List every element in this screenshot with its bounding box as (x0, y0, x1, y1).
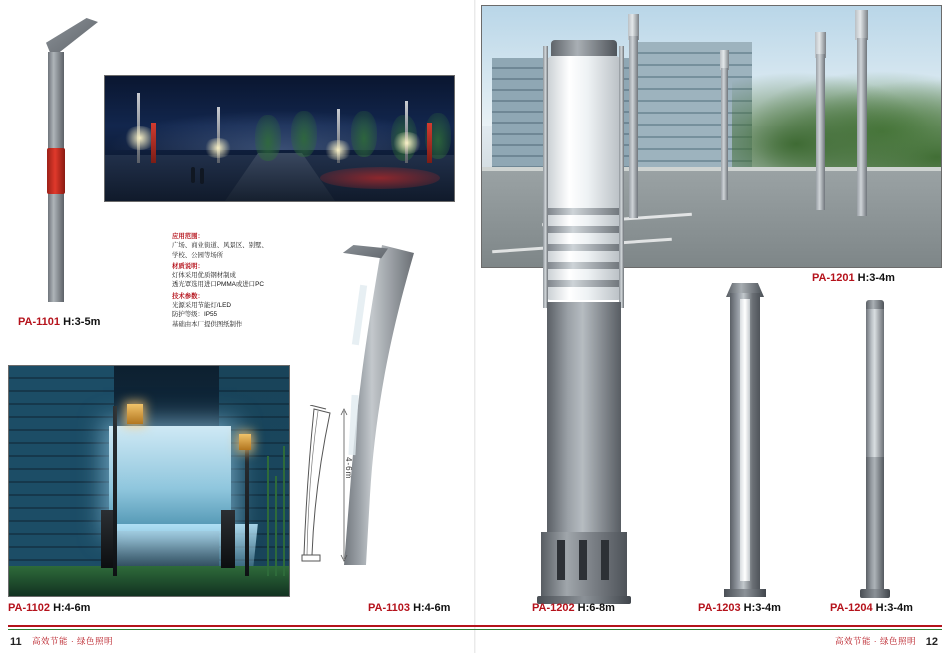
caption-pa-1202 (532, 602, 615, 614)
product-code-pa-1202: PA-1202 (532, 602, 575, 614)
tree (291, 111, 317, 157)
footer-rule-green (8, 629, 942, 630)
specification-text-block (172, 232, 322, 331)
page-number-right: 12 (925, 636, 938, 648)
lamp-column (866, 457, 884, 589)
caption-pa-1102 (8, 602, 90, 614)
louver-fin (547, 244, 621, 251)
lamp-cap (551, 40, 617, 56)
louver-fin (547, 262, 621, 269)
spec-line: 广场、商业街道、风景区、别墅、 (172, 242, 268, 250)
pedestrian-figure (200, 168, 204, 184)
light-diffuser (866, 309, 884, 457)
base-vent-slot (601, 540, 609, 580)
spec-group-material (172, 262, 322, 290)
spec-line: 光源采用节能灯/LED (172, 301, 231, 309)
dimension-label-pa-1103: 4-6m (344, 457, 353, 480)
caption-pa-1201 (812, 272, 895, 284)
product-code-pa-1102: PA-1102 (8, 602, 50, 614)
illuminated-glass-wall (109, 426, 231, 531)
side-rail (619, 46, 624, 308)
product-height-pa-1102: H:4-6m (53, 602, 91, 614)
spec-group-technical (172, 292, 322, 329)
flower-bed (320, 167, 440, 189)
pole-column (857, 38, 867, 216)
lamp-glow (323, 140, 353, 160)
caption-pa-1103 (368, 602, 450, 614)
spec-line: 学校、公园等场所 (172, 251, 224, 259)
bamboo-plant (275, 476, 277, 576)
tree (255, 115, 281, 161)
lamp-glow (203, 138, 233, 158)
product-code-pa-1204: PA-1204 (830, 602, 873, 614)
product-height-pa-1103: H:4-6m (413, 602, 451, 614)
caption-pa-1204 (830, 602, 913, 614)
lamp-glow (391, 132, 423, 154)
lamp-column (547, 302, 621, 536)
highlight-stripe (352, 285, 367, 345)
base-vent-slot (579, 540, 587, 580)
caption-pa-1203 (698, 602, 781, 614)
product-drawing-pa-1101 (30, 8, 100, 308)
footer-rule-red (8, 625, 942, 627)
bamboo-plant (283, 446, 285, 576)
page-number-left: 11 (10, 636, 22, 648)
courtyard-lamp-column (245, 436, 249, 576)
building-facade-left (9, 366, 114, 596)
bollard-luminaire (221, 510, 235, 568)
louver-fin (547, 208, 621, 215)
louver-fin (547, 280, 621, 287)
footer-slogan-right: 高效节能 · 绿色照明 (834, 636, 916, 646)
tree (351, 111, 377, 157)
page-gutter (474, 0, 476, 653)
product-drawing-pa-1203 (716, 283, 776, 605)
base-plate (860, 589, 890, 598)
product-height-pa-1202: H:6-8m (577, 602, 615, 614)
spec-line: 灯体采用优质钢材制成 (172, 272, 236, 280)
side-rail (543, 46, 548, 308)
red-accent-post (427, 123, 432, 163)
base-plate (724, 589, 766, 597)
product-height-pa-1204: H:3-4m (875, 602, 913, 614)
red-accent-post (151, 123, 156, 163)
photo-night-street-render (104, 75, 455, 202)
spec-heading-application: 应用范围： (172, 233, 204, 240)
courtyard-lamp-column (113, 406, 117, 576)
product-code-pa-1103: PA-1103 (368, 602, 410, 614)
technical-line-drawing-pa-1103 (300, 405, 360, 565)
louver-fin (547, 226, 621, 233)
base-vent-slot (557, 540, 565, 580)
photo-night-building-render (8, 365, 290, 597)
pole-column (816, 54, 825, 210)
footer-slogan-left: 高效节能 · 绿色照明 (32, 636, 114, 646)
product-height-pa-1201: H:3-4m (857, 272, 895, 284)
product-height-pa-1203: H:3-4m (743, 602, 781, 614)
product-code-pa-1203: PA-1203 (698, 602, 741, 614)
pole-column (721, 68, 728, 200)
spec-heading-technical: 技术参数： (172, 292, 204, 300)
product-code-pa-1101: PA-1101 (18, 316, 60, 328)
pole-head (855, 10, 868, 40)
spec-line: 透光罩选用进口PMMA或进口PC (172, 281, 264, 289)
pole-head (720, 50, 729, 70)
spec-line: 基础由本厂提供图纸制作 (172, 320, 243, 328)
spec-group-application (172, 232, 322, 260)
caption-pa-1101 (18, 316, 100, 328)
bamboo-plant (267, 456, 269, 576)
lamp-head-glow (239, 434, 251, 450)
light-slot (740, 299, 750, 581)
product-height-pa-1101: H:3-5m (63, 316, 101, 328)
lamp-cap (866, 300, 884, 309)
product-drawing-pa-1204 (852, 300, 898, 605)
product-drawing-pa-1202 (527, 40, 647, 605)
lamp-head-glow (127, 404, 143, 424)
spec-heading-material: 材质说明： (172, 262, 204, 270)
product-code-pa-1201: PA-1201 (812, 272, 855, 284)
red-accent-band (47, 148, 65, 194)
spec-line: 防护等级：IP55 (172, 311, 218, 319)
pedestrian-figure (191, 167, 195, 183)
line-drawing-svg (300, 405, 360, 565)
